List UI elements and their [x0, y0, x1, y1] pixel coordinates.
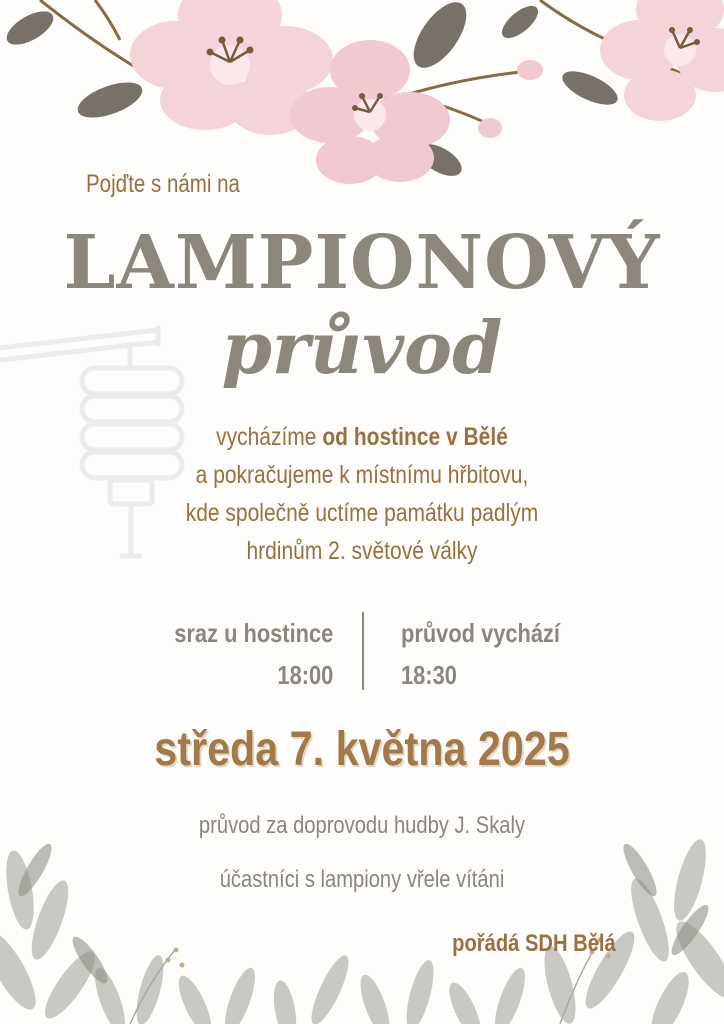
depart-label: průvod vychází: [401, 618, 560, 648]
music-note: průvod za doprovodu hudby J. Skaly: [198, 812, 526, 839]
description-line3: kde společně uctíme památku padlým: [185, 499, 539, 527]
event-date: středa 7. května 2025: [154, 723, 570, 776]
meet-label: sraz u hostince: [174, 618, 333, 648]
description-line4: hrdinům 2. světové války: [246, 537, 478, 565]
meet-block: [174, 612, 333, 696]
title-line1: LAMPIONOVÝ: [63, 220, 661, 306]
meet-time: 18:00: [277, 660, 333, 690]
title-line2: průvod: [221, 305, 503, 390]
depart-block: [401, 612, 560, 696]
leaf-branch-icon: [0, 810, 724, 1024]
description-line1: vycházíme od hostince v Bělé: [216, 423, 508, 451]
description: [58, 418, 666, 570]
organizer: pořádá SDH Bělá: [452, 930, 616, 957]
intro-text: Pojďte s námi na: [86, 170, 240, 198]
schedule-divider: [362, 612, 364, 690]
lanterns-note: účastníci s lampiony vřele vítáni: [219, 866, 505, 893]
description-line2: a pokračujeme k místnímu hřbitovu,: [195, 461, 529, 489]
description-highlight: od hostince v Bělé: [322, 423, 508, 451]
depart-time: 18:30: [401, 660, 457, 690]
